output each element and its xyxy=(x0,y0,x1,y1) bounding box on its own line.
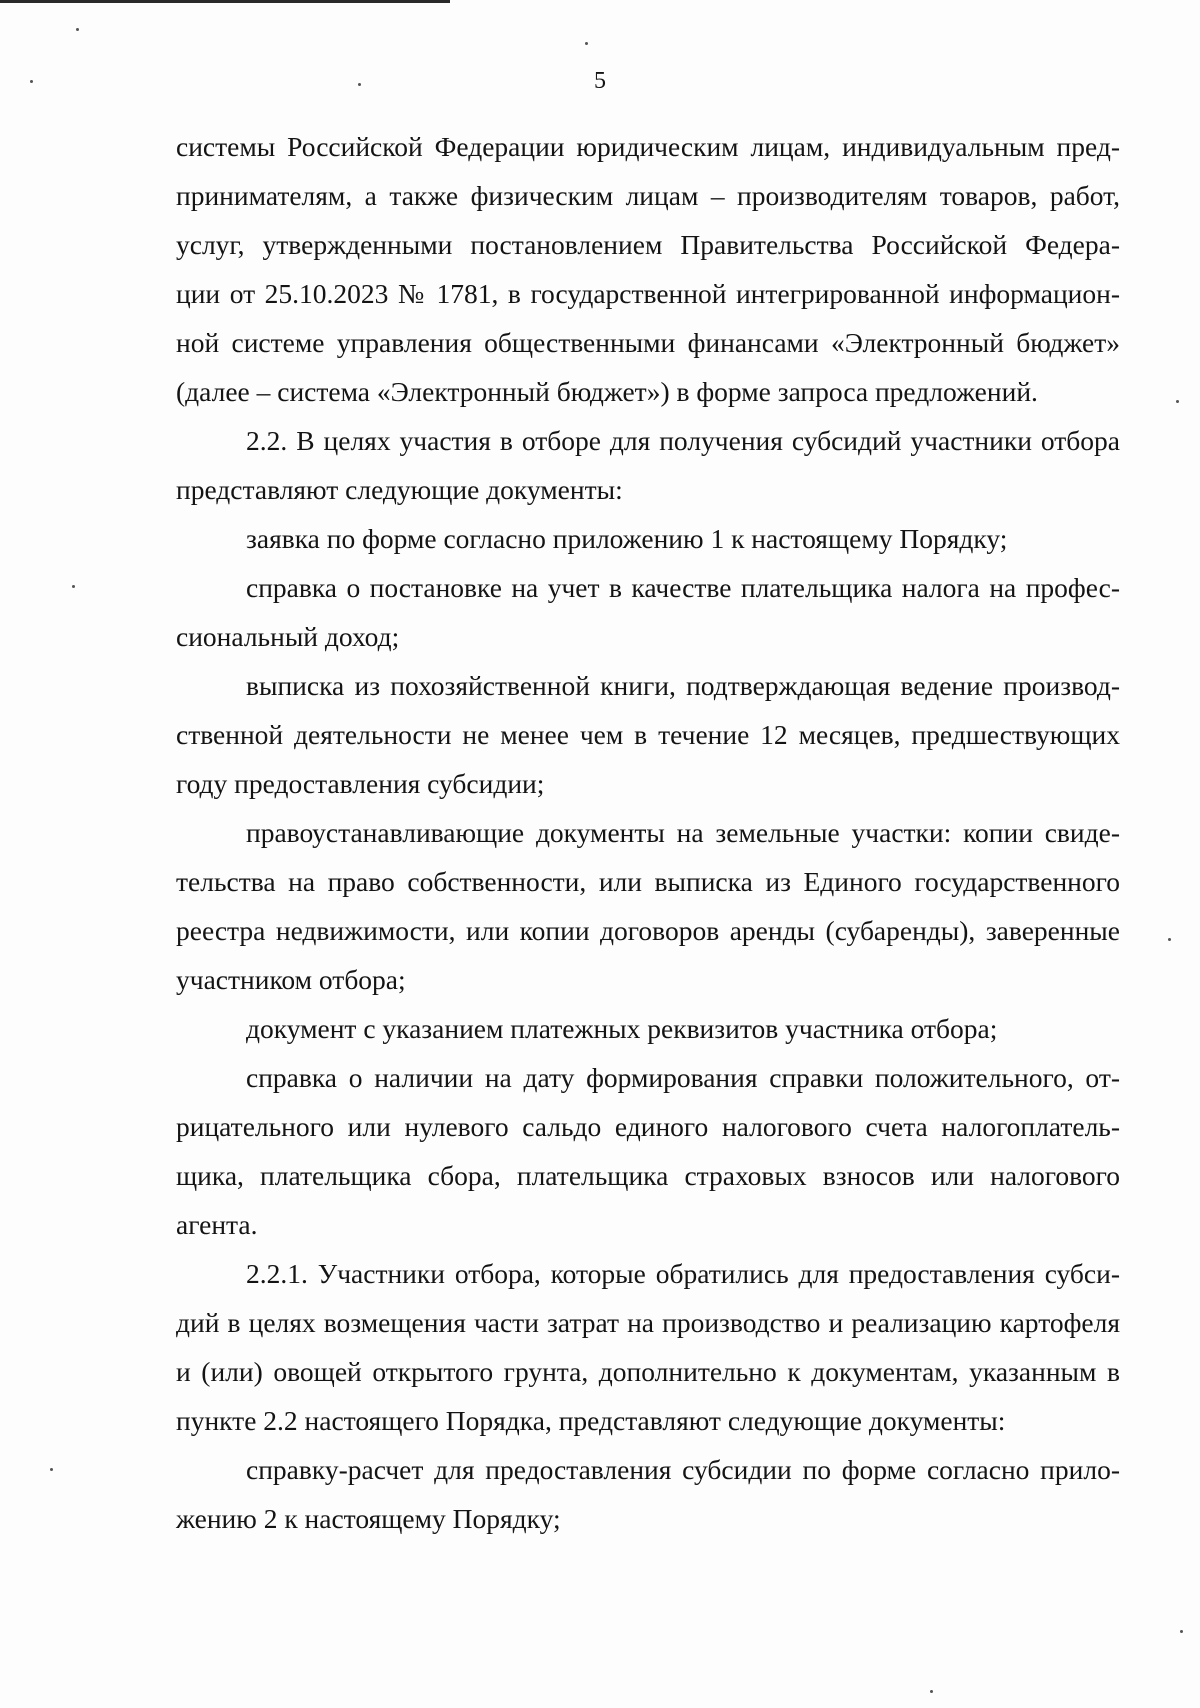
scan-speck xyxy=(585,42,588,45)
text-line: жению 2 к настоящему Порядку; xyxy=(176,1503,561,1534)
scan-top-edge xyxy=(0,0,450,3)
scan-speck xyxy=(76,28,79,31)
text-line: принимателям, а также физическим лицам – производителям товаров, работ, xyxy=(176,180,1120,211)
text-line: 2.2. В целях участия в отборе для получения субсидий участники отбора xyxy=(246,425,1120,456)
scan-speck xyxy=(1168,938,1171,941)
text-line: участником отбора; xyxy=(176,964,406,995)
text-line: правоустанавливающие документы на земельные участки: копии свиде- xyxy=(246,817,1120,848)
text-line: выписка из похозяйственной книги, подтверждающая ведение производ- xyxy=(246,670,1120,701)
text-line: справка о наличии на дату формирования справки положительного, от- xyxy=(246,1062,1120,1093)
text-line: дий в целях возмещения части затрат на производство и реализацию картофеля xyxy=(176,1307,1120,1338)
scan-speck xyxy=(930,1690,933,1693)
text-line: документ с указанием платежных реквизитов участника отбора; xyxy=(246,1013,998,1044)
text-line: году предоставления субсидии; xyxy=(176,768,545,799)
text-line: агента. xyxy=(176,1209,258,1240)
text-line: щика, плательщика сбора, плательщика страховых взносов или налогового xyxy=(176,1160,1120,1191)
text-line: справку-расчет для предоставления субсидии по форме согласно прило- xyxy=(246,1454,1120,1485)
document-body xyxy=(176,122,1120,1543)
scan-speck xyxy=(1180,1630,1183,1633)
page-number: 5 xyxy=(594,68,606,94)
text-line: заявка по форме согласно приложению 1 к настоящему Порядку; xyxy=(246,523,1008,554)
text-line: рицательного или нулевого сальдо единого налогового счета налогоплатель- xyxy=(176,1111,1120,1142)
text-line: ции от 25.10.2023 № 1781, в государственной интегрированной информацион- xyxy=(176,278,1120,309)
scan-speck xyxy=(1176,400,1179,403)
text-line: системы Российской Федерации юридическим лицам, индивидуальным пред- xyxy=(176,131,1120,162)
text-line: тельства на право собственности, или выписка из Единого государственного xyxy=(176,866,1120,897)
text-line: 2.2.1. Участники отбора, которые обратились для предоставления субси- xyxy=(246,1258,1120,1289)
text-line: пункте 2.2 настоящего Порядка, представляют следующие документы: xyxy=(176,1405,1006,1436)
text-line: ной системе управления общественными финансами «Электронный бюджет» xyxy=(176,327,1120,358)
text-line: и (или) овощей открытого грунта, дополнительно к документам, указанным в xyxy=(176,1356,1120,1387)
text-line: справка о постановке на учет в качестве плательщика налога на профес- xyxy=(246,572,1120,603)
scan-speck xyxy=(72,585,75,588)
text-line: (далее – система «Электронный бюджет») в форме запроса предложений. xyxy=(176,376,1038,407)
text-line: ственной деятельности не менее чем в течение 12 месяцев, предшествующих xyxy=(176,719,1120,750)
text-line: реестра недвижимости, или копии договоров аренды (субаренды), заверенные xyxy=(176,915,1120,946)
text-line: представляют следующие документы: xyxy=(176,474,623,505)
text-line: услуг, утвержденными постановлением Правительства Российской Федера- xyxy=(176,229,1120,260)
text-line: сиональный доход; xyxy=(176,621,400,652)
scan-speck xyxy=(50,1468,53,1471)
